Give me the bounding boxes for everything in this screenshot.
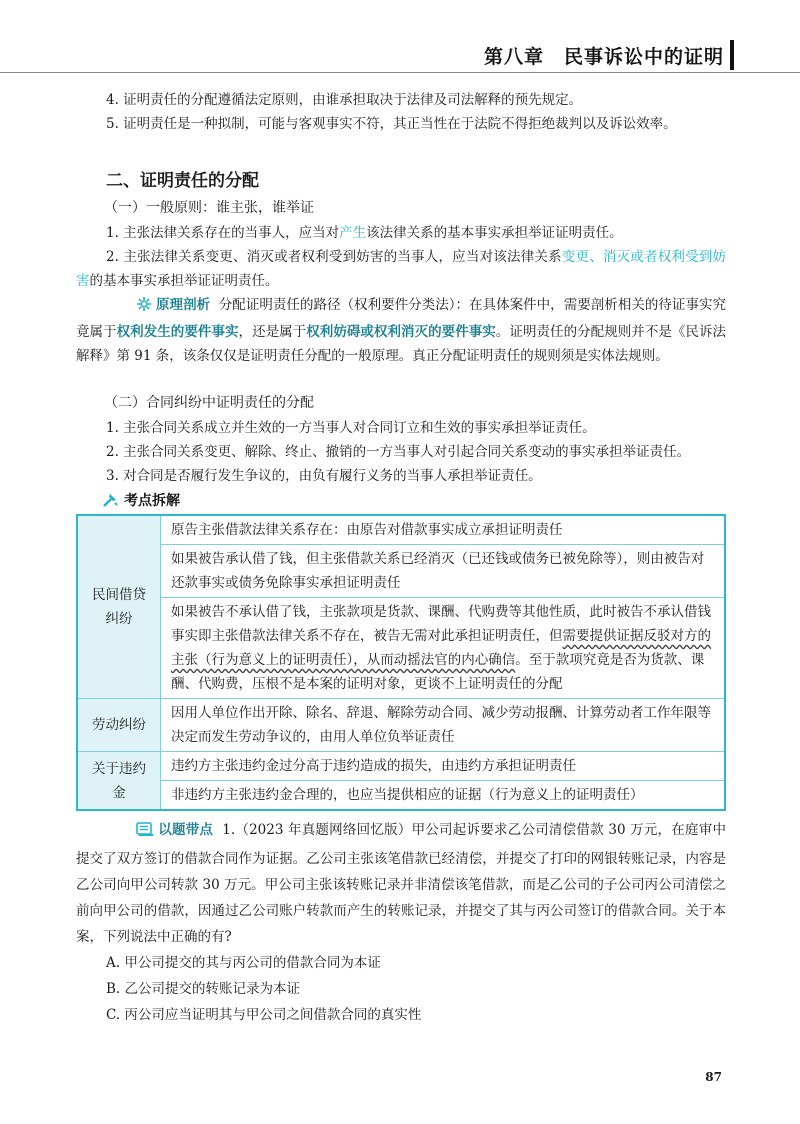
intro-item-5: 5. 证明责任是一种拟制，可能与客观事实不符，其正当性在于法院不得拒绝裁判以及诉讼效率。 (106, 116, 677, 132)
tools-icon (102, 492, 120, 512)
contract-item-1: 1. 主张合同关系成立并生效的一方当事人对合同订立和生效的事实承担举证责任。 (106, 420, 596, 436)
option-b: B. 乙公司提交的转账记录为本证 (106, 981, 301, 997)
exam-label: 以题带点 (158, 822, 214, 838)
table-row (77, 545, 725, 598)
table-cell: 如果被告不承认借了钱，主张款项是货款、课酬、代购费等其他性质，此时被告不承认借钱事实即主张借款法律关系不存在，被告无需对此承担证明责任，但需要提供证据反驳对方的主张（行为意义上的证明责任），从而动摇法官的内心确信。至于款项究竟是否为货款、课酬、代购费，压根不是本案的证明对象，更谈不上证明责任的分配 (161, 598, 726, 699)
page-header (0, 38, 800, 73)
table-row (77, 781, 725, 811)
breakdown-table (76, 514, 726, 811)
intro-item-4: 4. 证明责任的分配遵循法定原则，由谁承担取决于法律及司法解释的预先规定。 (106, 92, 583, 108)
table-row (77, 515, 725, 545)
exam-text: 1.（2023 年真题网络回忆版）甲公司起诉要求乙公司清偿借款 30 万元，在庭审中提交了双方签订的借款合同作为证据。乙公司主张该笔借款已经清偿，并提交了打印的网银转账记录，内容是乙公司向甲公司转款 30 万元。甲公司主张该转账记录并非清偿该笔借款，而是乙公司的子公司丙公司清偿之前向甲公司的借款，因通过乙公司账户转款而产生的转账记录，并提交了其与丙公司签订的借款合同。关于本案，下列说法中正确的有? (76, 822, 726, 945)
page-content (76, 88, 726, 1028)
analysis-paragraph: 原理剖析 分配证明责任的路径（权利要件分类法）：在具体案件中，需要剖析相关的待证事实究竟属于权利发生的要件事实，还是属于权利妨碍或权利消灭的要件事实。证明责任的分配规则并不是《民诉法解释》第 91 条，该条仅仅是证明责任分配的一般原理。真正分配证明责任的规则须是实体法规则。 (76, 297, 727, 364)
wavy-underlined-text: 需要提供证据反驳对方的主张（行为意义上的证明责任），从而动摇法官的内心确信 (171, 628, 711, 668)
subsection-title-2: （二）合同纠纷中证明责任的分配 (104, 395, 314, 411)
table-cell: 违约方主张违约金过分高于违约造成的损失，由违约方承担证明责任 (161, 752, 726, 781)
gear-icon (106, 296, 152, 320)
section-title: 二、证明责任的分配 (106, 171, 259, 191)
option-c: C. 丙公司应当证明其与甲公司之间借款合同的真实性 (106, 1007, 422, 1023)
header-bar (730, 40, 734, 70)
book-icon (106, 820, 154, 846)
option-a: A. 甲公司提交的其与丙公司的借款合同为本证 (106, 955, 381, 971)
table-cell: 原告主张借款法律关系存在：由原告对借款事实成立承担证明责任 (161, 515, 726, 545)
chapter-title: 第八章 民事诉讼中的证明 (483, 46, 724, 68)
analysis-label: 原理剖析 (156, 297, 211, 313)
category-cell: 民间借贷纠纷 (77, 515, 161, 699)
breakdown-heading (102, 490, 726, 512)
category-cell: 劳动纠纷 (77, 699, 161, 752)
page-number: 87 (705, 1070, 722, 1084)
rule-item-2: 2. 主张法律关系变更、消灭或者权利受到妨害的当事人，应当对该法律关系变更、消灭或者权利受到妨害的基本事实承担举证证明责任。 (76, 249, 727, 289)
subsection-title-1: （一）一般原则：谁主张，谁举证 (104, 200, 314, 216)
table-row (77, 699, 725, 752)
table-row (77, 598, 725, 699)
category-cell: 关于违约金 (77, 752, 161, 811)
contract-item-3: 3. 对合同是否履行发生争议的，由负有履行义务的当事人承担举证责任。 (106, 468, 542, 484)
table-row (77, 752, 725, 781)
table-cell: 如果被告承认借了钱，但主张借款关系已经消灭（已还钱或债务已被免除等），则由被告对还款事实或债务免除事实承担证明责任 (161, 545, 726, 598)
table-cell: 非违约方主张违约金合理的，也应当提供相应的证据（行为意义上的证明责任） (161, 781, 726, 811)
rule-item-1: 1. 主张法律关系存在的当事人，应当对产生该法律关系的基本事实承担举证证明责任。 (106, 225, 623, 241)
contract-item-2: 2. 主张合同关系变更、解除、终止、撤销的一方当事人对引起合同关系变动的事实承担举证责任。 (106, 444, 691, 460)
breakdown-label: 考点拆解 (124, 493, 180, 509)
table-cell: 因用人单位作出开除、除名、辞退、解除劳动合同、减少劳动报酬、计算劳动者工作年限等决定而发生劳动争议的，由用人单位负举证责任 (161, 699, 726, 752)
exam-question (76, 817, 726, 950)
